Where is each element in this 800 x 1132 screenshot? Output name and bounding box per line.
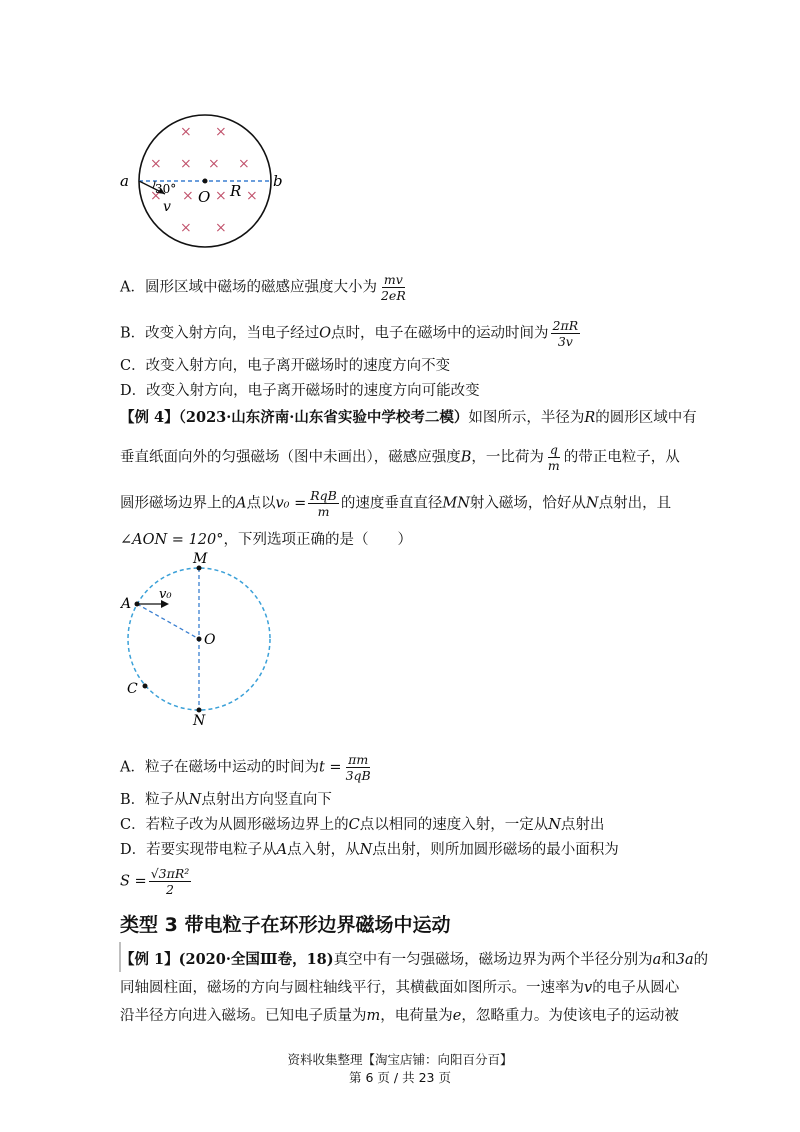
ex4-option-d-formula: [120, 866, 193, 897]
var-n: N: [585, 495, 599, 512]
fraction: [308, 488, 339, 519]
point-o: [197, 637, 202, 642]
var-n: N: [359, 842, 373, 858]
option-d: D．改变入射方向，电子离开磁场时的速度方向可能改变: [120, 383, 480, 399]
text: 圆形磁场边界上的: [120, 495, 236, 512]
figure-circle-field: [110, 110, 290, 255]
text: D．若要实现带电粒子从: [120, 842, 277, 858]
label-v0: v₀: [159, 587, 172, 602]
var-o: O: [319, 325, 332, 342]
option-b-text: B．改变入射方向，当电子经过: [120, 325, 320, 342]
denominator: m: [547, 458, 560, 473]
ex4-option-b: [120, 790, 332, 810]
label-o: O: [204, 632, 216, 648]
numerator: √3πR²: [150, 866, 190, 881]
var-s: S =: [120, 873, 147, 890]
label-c: C: [127, 681, 138, 697]
numerator: πm: [348, 752, 369, 767]
cross: ×: [150, 188, 162, 204]
denominator: m: [317, 504, 330, 519]
fraction: [344, 752, 373, 783]
label-o: O: [198, 188, 211, 206]
example-source: (2020·全国Ⅲ卷，18): [178, 951, 334, 968]
option-a-text: A．圆形区域中磁场的磁感应强度大小为: [120, 279, 377, 296]
var-3a: 3a: [675, 952, 694, 968]
ex4-option-d: [120, 840, 619, 860]
numerator: q: [549, 442, 558, 457]
cross: ×: [180, 220, 192, 236]
text: 如图所示，半径为: [468, 410, 585, 426]
ex4-option-a: [120, 752, 375, 783]
text: ，下列选项正确的是（ ）: [223, 532, 412, 548]
label-a: A: [121, 596, 132, 612]
denominator: 2eR: [380, 288, 406, 303]
var-m: m: [366, 1008, 381, 1024]
angle-expression: ∠AON = 120°: [120, 532, 224, 548]
text: B．粒子从: [120, 792, 189, 808]
example4-line3: [120, 488, 671, 519]
text: 的速度垂直直径: [340, 495, 443, 512]
option-a-text: A．粒子在磁场中运动的时间为: [120, 759, 319, 776]
var-mn: MN: [442, 495, 470, 512]
cross: ×: [208, 156, 220, 172]
text: ，电荷量为: [380, 1008, 453, 1024]
text: 点以: [246, 495, 276, 512]
var-c: C: [348, 817, 360, 833]
text: 的圆形区域中有: [595, 410, 697, 426]
cross: ×: [215, 220, 227, 236]
section-title: 类型 3 带电粒子在环形边界磁场中运动: [120, 914, 451, 936]
denominator: 3v: [557, 334, 573, 349]
text: 沿半径方向进入磁场。已知电子质量为: [120, 1008, 367, 1024]
fraction: [551, 318, 581, 349]
label-n: N: [193, 713, 206, 728]
point-c: [143, 684, 148, 689]
text: 射入磁场，恰好从: [469, 495, 586, 512]
text: 点出射，则所加圆形磁场的最小面积为: [372, 842, 619, 858]
var-b: B: [460, 449, 472, 466]
var-t: t =: [318, 759, 342, 776]
point-n: [197, 708, 202, 713]
numerator: 2πR: [552, 318, 579, 333]
figure-dashed-circle: [115, 548, 285, 728]
cross: ×: [215, 124, 227, 140]
text: 和: [661, 952, 676, 968]
var-r: R: [584, 410, 596, 426]
example1-line3: [120, 1006, 679, 1026]
example-tag: 【例 1】: [120, 951, 179, 968]
label-r: R: [230, 182, 242, 200]
var-a: a: [652, 952, 662, 968]
example4-line2: [120, 442, 680, 473]
text: 同轴圆柱面，磁场的方向与圆柱轴线平行，其横截面如图所示。一速率为: [120, 980, 584, 996]
text: ，忽略重力。为使该电子的运动被: [461, 1008, 679, 1024]
option-b-text-2: 点时，电子在磁场中的运动时间为: [331, 325, 549, 342]
point-a: [135, 602, 140, 607]
label-m: M: [193, 551, 208, 567]
fraction: [379, 272, 408, 303]
text: ，一比荷为: [471, 449, 544, 466]
var-n: N: [548, 817, 561, 833]
example1-line1: [120, 950, 708, 970]
option-c: C．改变入射方向，电子离开磁场时的速度方向不变: [120, 358, 451, 374]
numerator: mv: [383, 272, 403, 287]
text: 点以相同的速度入射，一定从: [359, 817, 549, 833]
example-source: （2023·山东济南·山东省实验中学校考二模）: [178, 409, 469, 426]
radius-oa: [137, 604, 199, 639]
text: 点入射，从: [287, 842, 360, 858]
text: 点射出，且: [598, 495, 672, 512]
var-v: v: [584, 980, 593, 996]
cross: ×: [180, 156, 192, 172]
text: 真空中有一匀强磁场，磁场边界为两个半径分别为: [333, 952, 653, 968]
example1-line2: [120, 978, 679, 998]
fraction: [546, 442, 562, 473]
example4-line4: [120, 530, 412, 550]
cross: ×: [246, 188, 258, 204]
denominator: 3qB: [345, 768, 371, 783]
label-b: b: [273, 172, 283, 190]
var-n: N: [188, 792, 202, 808]
text: C．若粒子改为从圆形磁场边界上的: [120, 817, 349, 833]
label-a: a: [120, 172, 129, 190]
cross: ×: [238, 156, 250, 172]
text: 的带正电粒子，从: [563, 449, 680, 466]
denominator: 2: [166, 882, 174, 897]
var-a: A: [276, 842, 288, 858]
footer-page-number: 第 6 页 / 共 23 页: [349, 1070, 451, 1085]
text: 垂直纸面向外的匀强磁场（图中未画出），磁感应强度: [120, 449, 461, 466]
label-angle: 30°: [155, 182, 177, 196]
text: 的: [693, 952, 709, 968]
option-b: [120, 318, 582, 349]
numerator: RqB: [310, 488, 337, 503]
option-a: [120, 272, 410, 303]
center-dot: [203, 179, 208, 184]
text: 点射出方向竖直向下: [201, 792, 332, 808]
text: 点射出: [560, 817, 605, 833]
var-a: A: [236, 495, 247, 512]
fraction: [149, 866, 192, 897]
ex4-option-c: [120, 815, 604, 835]
cross: ×: [150, 156, 162, 172]
cross: ×: [215, 188, 227, 204]
label-v: v: [163, 199, 171, 215]
example-tag: 【例 4】: [120, 409, 179, 426]
cross: ×: [180, 124, 192, 140]
cross: ×: [182, 188, 194, 204]
var-e: e: [452, 1008, 462, 1024]
var-v0: v₀ =: [275, 495, 307, 512]
text: 的电子从圆心: [592, 980, 680, 996]
footer-source: 资料收集整理【淘宝店铺：向阳百分百】: [287, 1052, 513, 1067]
example4-line1: [120, 408, 697, 428]
